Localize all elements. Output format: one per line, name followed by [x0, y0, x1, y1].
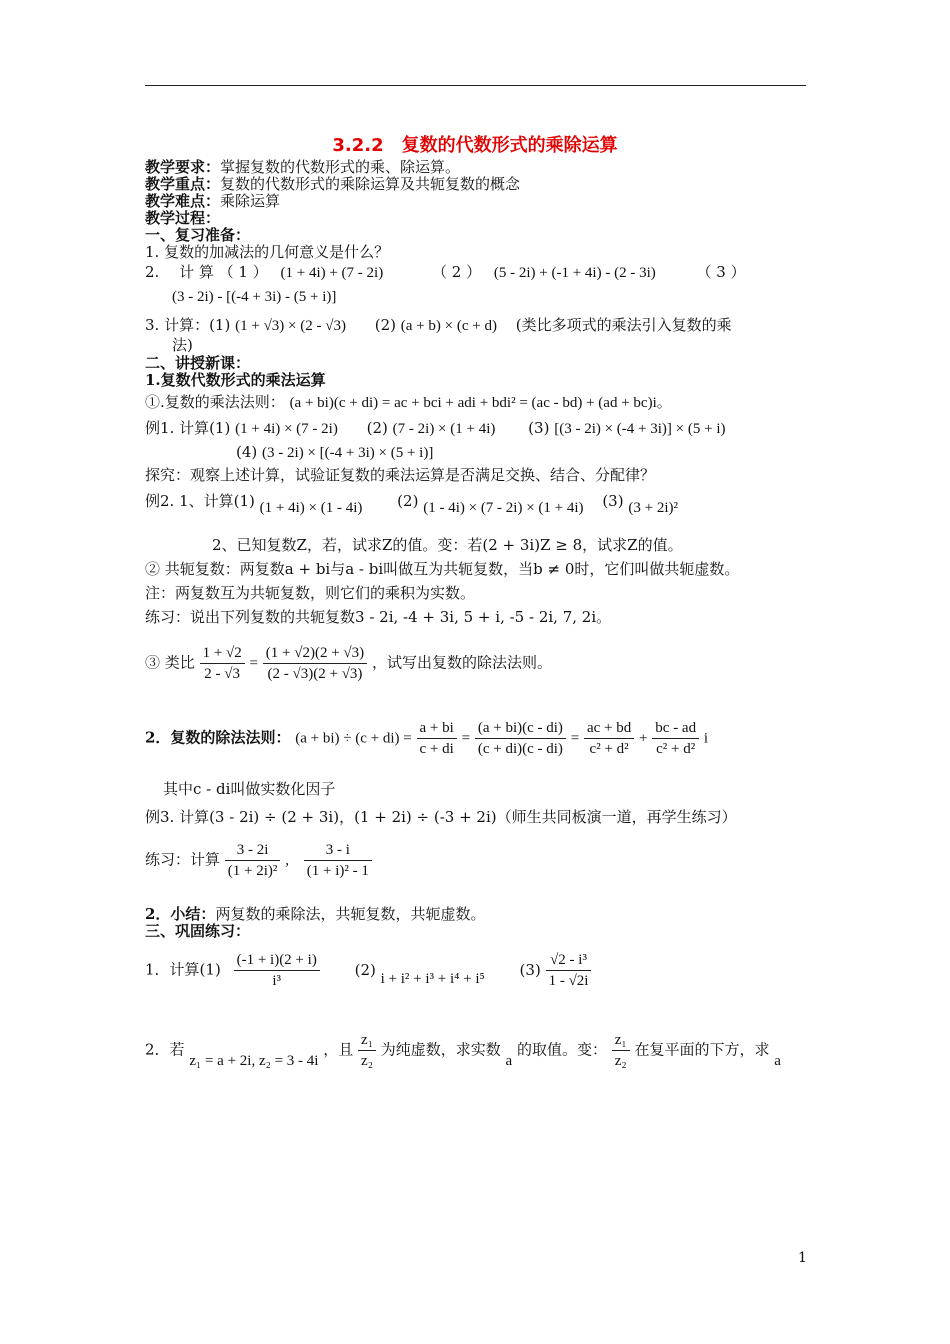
question-1: 1. 复数的加减法的几何意义是什么？ [145, 243, 390, 261]
exercise-2 [145, 1030, 781, 1071]
header-rule [145, 85, 806, 86]
q2-expr-3: (3 - 2i) - [(-4 + 3i) - (5 + i)] [172, 289, 337, 305]
ex2-label: 例2. 1、计算(1) [145, 492, 255, 510]
ex5-variant: 在复平面的下方，求 [634, 1040, 770, 1059]
ex1-label-4: (4) [236, 443, 258, 461]
analogy-fraction-2: $\frac{(1 + √2)(2 + √3)}{(2 - √3)(2 + √3)}$ [263, 643, 367, 684]
analogy-label: ③ 类比 [145, 653, 195, 672]
process-heading: 教学过程： [145, 209, 221, 227]
real-factor: 其中c - di叫做实数化因子 [163, 780, 336, 798]
requirement-label: 教学要求： [145, 158, 221, 176]
analogy-line: ③ 类比 $\frac{1 + √2}{2 - √3}$ = $\frac{(1 + √2)(2 + √3)}{(2 - √3)(2 + √3)}$ ，试写出复数的除法法则。 [145, 645, 552, 682]
practice-2: 练习：计算 $\frac{3 - 2i}{\text{(1 + 2i)²}}$ , $\frac{3 - i}{\text{(1 + i)² - 1}}$ [145, 840, 372, 881]
ex4-label-2: (2) [354, 960, 376, 979]
ex1-expr-4: (3 - 2i) × [(-4 + 3i) × (5 + i)] [262, 445, 434, 461]
ex1-expr-2: (7 - 2i) × (1 + 4i) [392, 421, 496, 437]
rule-formula: (a + bi)(c + di) = ac + bci + adi + bdi² = (ac - bd) + (ad + bc)i [289, 395, 657, 411]
ex2-expr-2: (1 - 4i) × (7 - 2i) × (1 + 4i) [423, 500, 584, 516]
keypoint-text: 复数的代数形式的乘除运算及共轭复数的概念 [220, 175, 521, 193]
section3-heading: 三、巩固练习： [145, 922, 251, 940]
q3-label-2: (2) [374, 316, 396, 334]
q3-note-cont: 法) [172, 336, 193, 354]
exercise-1 [145, 950, 591, 991]
practice-2-fraction-2: $\frac{3 - i}{\text{(1 + i)² - 1}}$ [304, 840, 372, 881]
q3-expr-1: (1 + √3) × (2 - √3) [235, 318, 346, 334]
keypoint-label: 教学重点： [145, 175, 221, 193]
ex1-expr-3: [(3 - 2i) × (-4 + 3i)] × (5 + i) [554, 421, 726, 437]
requirement-text: 掌握复数的代数形式的乘、除运算。 [220, 158, 461, 176]
difficulty-label: 教学难点： [145, 192, 221, 210]
example-1-part4 [236, 443, 433, 462]
summary-text: 两复数的乘除法，共轭复数，共轭虚数。 [215, 905, 486, 923]
exercise-2-fraction-2: $\frac{\text{z₁}}{\text{z₂}}$ [612, 1030, 630, 1071]
example-1 [145, 419, 726, 438]
exercise-2-fraction-1: $\frac{\text{z₁}}{\text{z₂}}$ [358, 1030, 376, 1071]
ex5-range: 的取值。变： [516, 1040, 607, 1059]
summary-line [145, 905, 485, 923]
q3-note: (类比多项式的乘法引入复数的乘 [515, 316, 732, 334]
conjugate-definition: ② 共轭复数：两复数a + bi与a - bi叫做互为共轭复数，当b ≠ 0时，它们叫做共轭虚数。 [145, 560, 740, 578]
multiplication-rule [145, 393, 672, 412]
summary-label: 2．小结： [145, 905, 216, 923]
ex2-expr-3: (3 + 2i)² [628, 500, 678, 516]
ex4-label: 1．计算(1) [145, 960, 221, 979]
difficulty-line [145, 192, 280, 210]
page-number: 1 [798, 1250, 807, 1266]
ex5-label: 2．若 [145, 1040, 185, 1059]
q2-label-2: （ 2 ） [432, 263, 482, 281]
q2-expr-2: (5 - 2i) + (-1 + 4i) - (2 - 3i) [493, 265, 656, 281]
ex2-label-2: (2) [397, 492, 419, 510]
practice-2-fraction-1: $\frac{3 - 2i}{\text{(1 + 2i)²}}$ [225, 840, 281, 881]
difficulty-text: 乘除运算 [220, 192, 281, 210]
division-heading: 2．复数的除法法则： [145, 728, 291, 747]
analogy-end: ，试写出复数的除法法则。 [371, 653, 552, 672]
ex1-label: 例1. 计算(1) [145, 419, 231, 437]
keypoint-line [145, 175, 520, 193]
exercise-1-expr-2: i + i² + i³ + i⁴ + i⁵ [380, 970, 485, 987]
rule-end: 。 [656, 393, 672, 411]
practice-1: 练习：说出下列复数的共轭复数3 - 2i, -4 + 3i, 5 + i, -5 - 2i, 7, 2i。 [145, 608, 612, 626]
section1-heading: 一、复习准备： [145, 226, 251, 244]
q2-label-3: （ 3 ） [696, 263, 746, 281]
ex5-variable-2: a [774, 1052, 781, 1069]
page-title: 3.2.2 复数的代数形式的乘除运算 [332, 135, 618, 156]
ex1-label-3: (3) [528, 419, 550, 437]
division-fraction-3: $\frac{ac + bd}{\text{c² + d²}}$ [584, 718, 634, 759]
analogy-fraction-1: $\frac{1 + √2}{2 - √3}$ [200, 643, 245, 684]
q2-expr-1: (1 + 4i) + (7 - 2i) [280, 265, 384, 281]
ex5-condition: 为纯虚数，求实数 [380, 1040, 501, 1059]
ex5-and: ，且 [323, 1040, 354, 1059]
ex1-label-2: (2) [366, 419, 388, 437]
multiplication-heading: 1.复数代数形式的乘法运算 [145, 371, 326, 389]
example-2 [145, 492, 678, 516]
question-3 [145, 316, 732, 335]
exercise-1-fraction-1: $\frac{(-1 + i)(2 + i)}{\text{i³}}$ [234, 950, 320, 991]
ex2-expr-1: (1 + 4i) × (1 - 4i) [259, 500, 363, 516]
ex2-label-3: (3) [602, 492, 624, 510]
example-2-part2: 2、已知复数Z，若，试求Z的值。变：若(2 + 3i)Z ≥ 8，试求Z的值。 [212, 536, 683, 554]
section2-heading: 二、讲授新课： [145, 354, 251, 372]
exercise-2-expr: z₁ = a + 2i, z₂ = 3 - 4i [189, 1052, 319, 1069]
question-2 [145, 263, 746, 282]
division-fraction-4: $\frac{bc - ad}{\text{c² + d²}}$ [652, 718, 699, 759]
ex5-variable: a [505, 1052, 513, 1069]
ex1-expr-1: (1 + 4i) × (7 - 2i) [235, 421, 338, 437]
division-i: i [703, 730, 709, 747]
division-fraction-1: $\frac{a + bi}{c + di}$ [417, 718, 457, 759]
division-rule: 2．复数的除法法则： (a + bi) ÷ (c + di) = $\frac{a + bi}{c + di}$ = $\frac{(a + bi)(c - di)}{(c + di)(c - di)}$ = $\frac{ac + bd}{\text{c² + d²}}$ + $\frac{bc - ad}{\text{c² + d²}}$ i [145, 720, 709, 757]
conjugate-note: 注：两复数互为共轭复数，则它们的乘积为实数。 [145, 584, 476, 602]
rule-label: ①.复数的乘法法则： [145, 393, 285, 411]
q3-expr-2: (a + b) × (c + d) [400, 318, 497, 334]
requirement-line [145, 158, 460, 176]
practice-2-label: 练习：计算 [145, 850, 221, 869]
ex4-label-3: (3) [519, 960, 541, 979]
exercise-1-fraction-3: $\frac{\text{√2 - i³}}{1 - √2i}$ [546, 950, 592, 991]
exploration: 探究：观察上述计算，试验证复数的乘法运算是否满足交换、结合、分配律？ [145, 466, 656, 484]
division-fraction-2: $\frac{(a + bi)(c - di)}{(c + di)(c - di)}$ [475, 718, 566, 759]
example-3: 例3. 计算(3 - 2i) ÷ (2 + 3i)，(1 + 2i) ÷ (-3 + 2i)（师生共同板演一道，再学生练习） [145, 808, 737, 826]
division-lhs: (a + bi) ÷ (c + di) = [295, 730, 412, 747]
q2-label: 2. 计 算 （ 1 ） [145, 263, 268, 281]
q3-label: 3. 计算：(1) [145, 316, 231, 334]
